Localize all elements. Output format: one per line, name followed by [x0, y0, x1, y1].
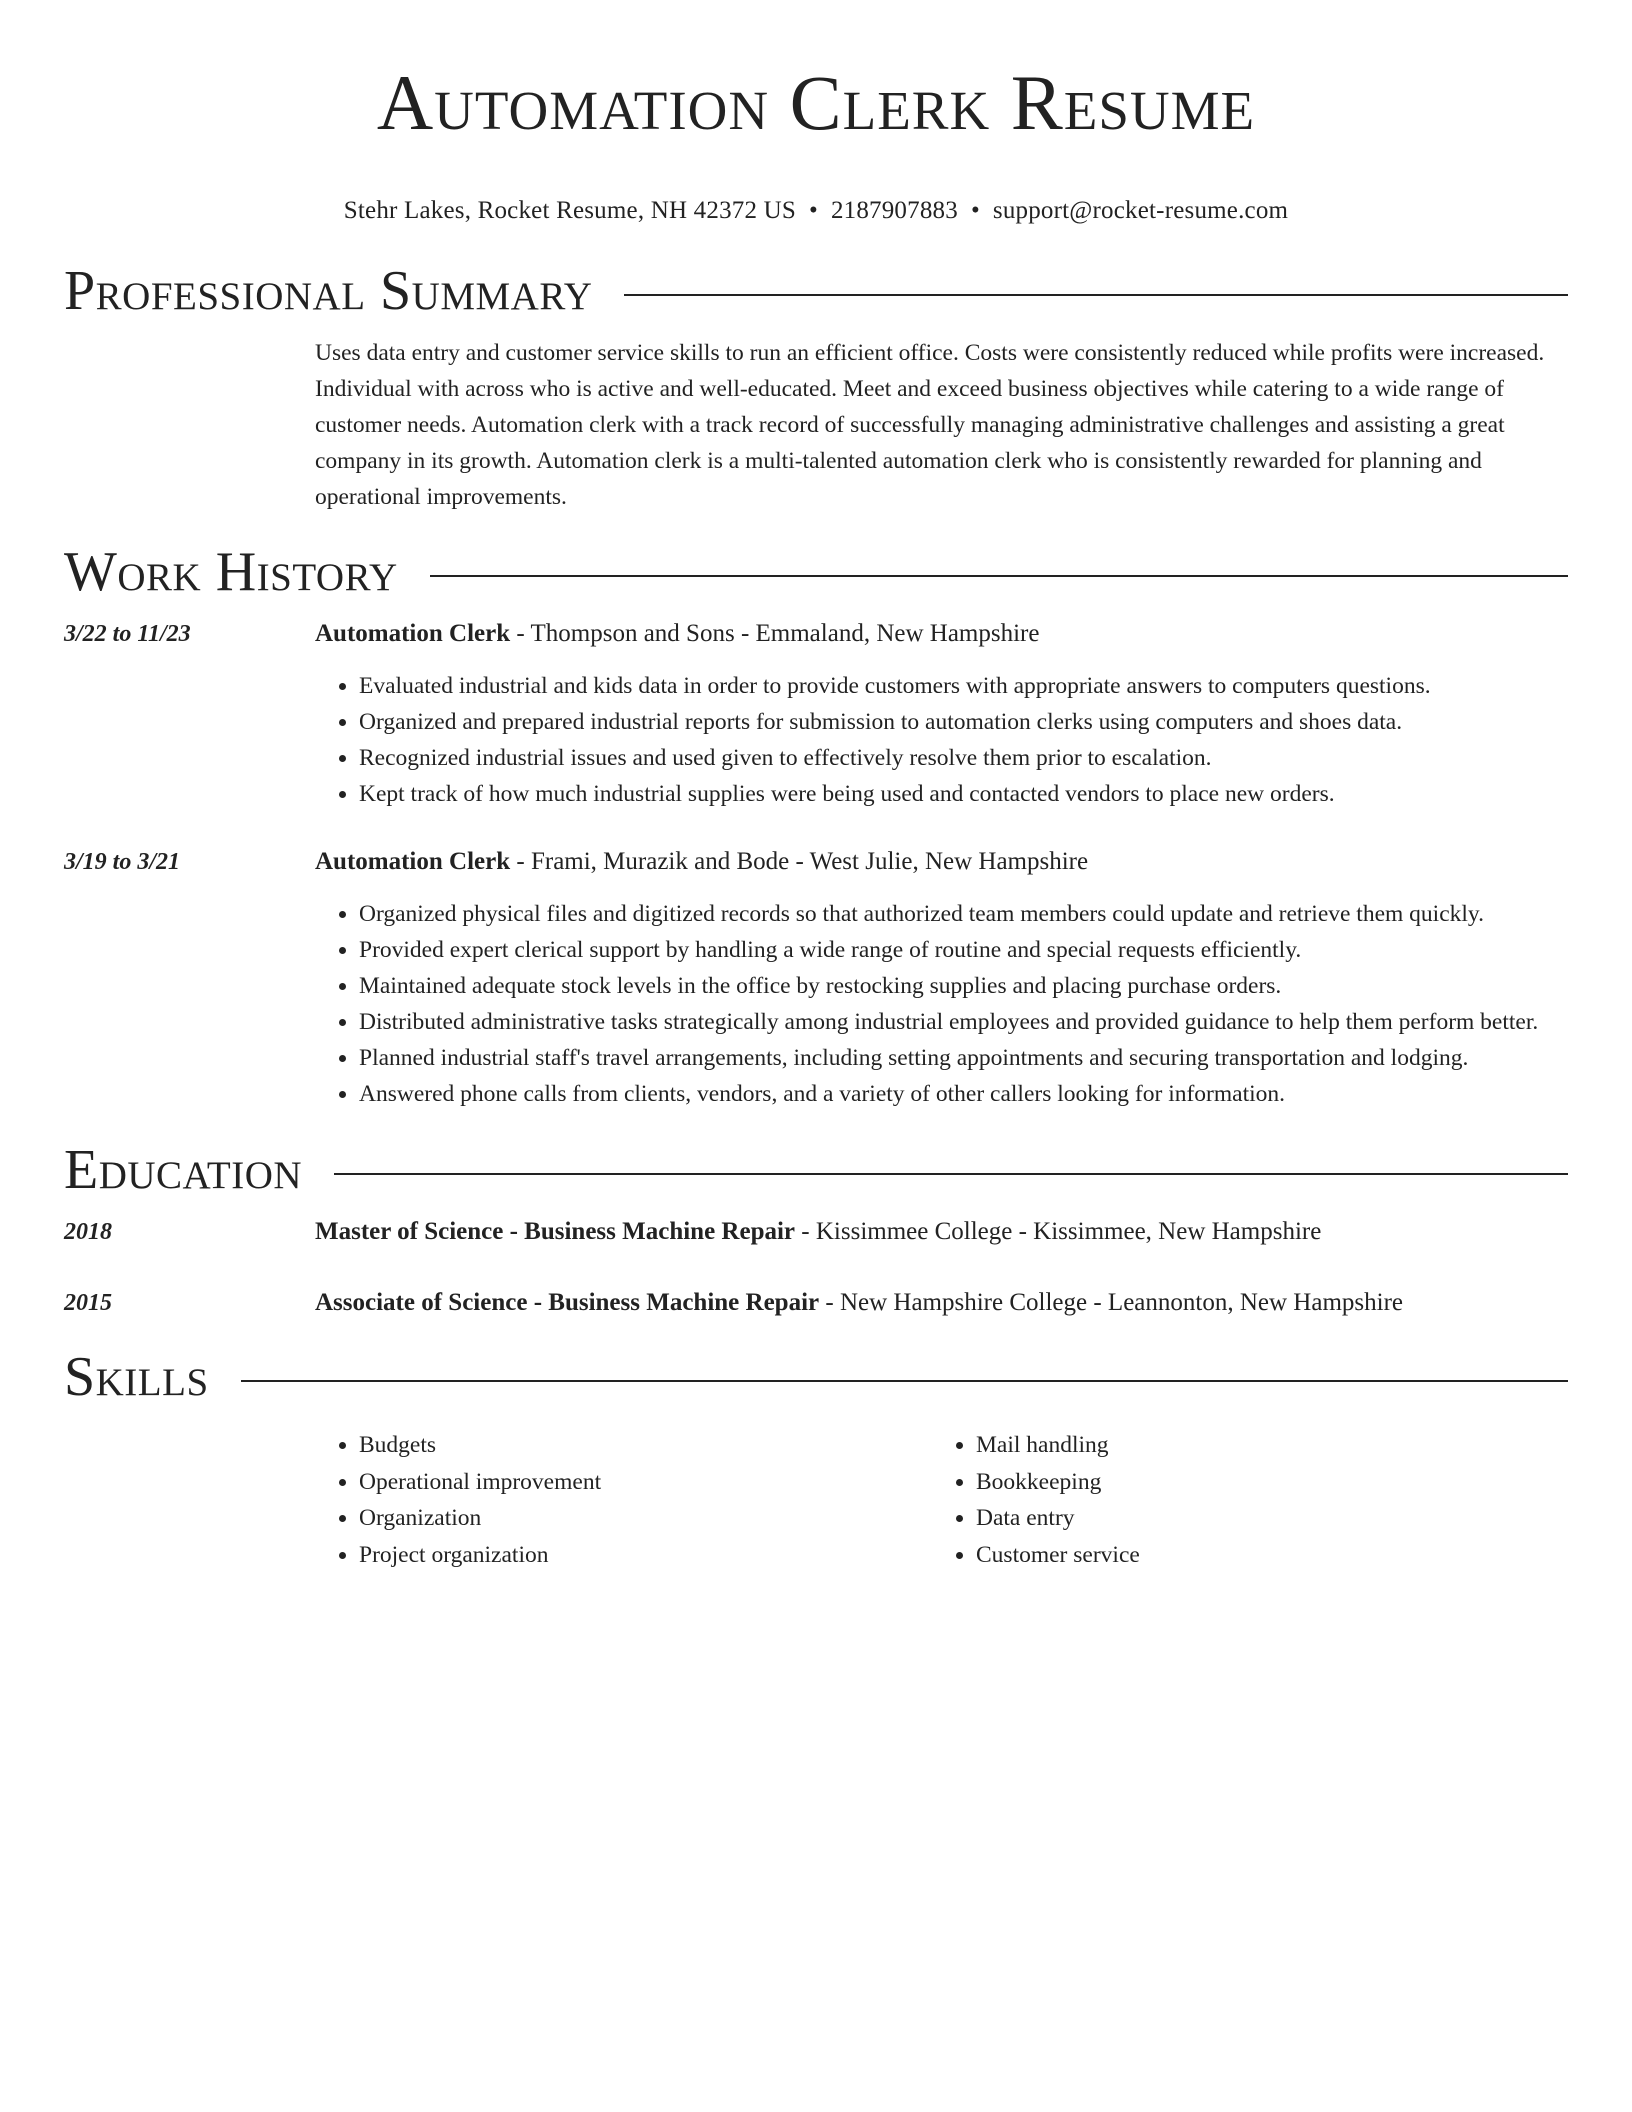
- list-item: • Evaluated industrial and kids data in order to provide customers with appropriate answers to computers questions.: [359, 668, 1568, 704]
- list-item: • Organized physical files and digitized records so that authorized team members could update and retrieve them quickly.: [359, 896, 1568, 932]
- list-item: • Answered phone calls from clients, vendors, and a variety of other callers looking for information.: [359, 1076, 1568, 1112]
- education-school: - New Hampshire College - Leannonton, New Hampshire: [819, 1289, 1403, 1317]
- section-divider: [334, 1173, 1568, 1175]
- section-heading-education: [64, 1139, 1568, 1202]
- resume-name: Automation Clerk Resume: [376, 59, 1256, 146]
- section-title: Skills: [64, 1346, 209, 1409]
- list-item: • Maintained adequate stock levels in the office by restocking supplies and placing purchase orders.: [359, 968, 1568, 1004]
- education-year: 2015: [64, 1290, 112, 1317]
- list-item: • Kept track of how much industrial supplies were being used and contacted vendors to place new orders.: [359, 776, 1568, 812]
- education-headline: [315, 1285, 1403, 1321]
- skill-item: • Customer service: [976, 1537, 1549, 1574]
- contact-address: Stehr Lakes, Rocket Resume, NH 42372 US: [343, 197, 796, 225]
- job-entry: [64, 844, 1568, 1112]
- skills-column-1: [315, 1427, 932, 1573]
- skills-list: [315, 1427, 1568, 1573]
- job-entry: [64, 616, 1568, 812]
- section-divider: [430, 575, 1568, 577]
- section-heading-skills: [64, 1346, 1568, 1409]
- resume-page: [64, 0, 1568, 1573]
- summary-text: Uses data entry and customer service skills to run an efficient office. Costs were consistently reduced while profits were increased. Individual with across who is active and well-educated. Meet and exceed business objectives while catering to a wide range of customer needs. Automation clerk with a track record of successfully managing administrative challenges and assisting a great company in its growth. Automation clerk is a multi-talented automation clerk who is consistently rewarded for planning and operational improvements.: [315, 340, 1545, 511]
- section-title: Education: [64, 1139, 303, 1202]
- section-title: Professional Summary: [64, 260, 593, 323]
- job-header: [64, 844, 1568, 880]
- section-divider: [624, 294, 1568, 296]
- job-headline: [315, 616, 1039, 652]
- job-header: [64, 616, 1568, 652]
- education-school: - Kissimmee College - Kissimmee, New Hampshire: [795, 1218, 1322, 1246]
- section-divider: [241, 1380, 1568, 1382]
- job-company: - Frami, Murazik and Bode - West Julie, New Hampshire: [510, 848, 1089, 876]
- skill-item: • Organization: [359, 1500, 932, 1537]
- contact-email: support@rocket-resume.com: [992, 197, 1289, 225]
- skill-item: • Budgets: [359, 1427, 932, 1464]
- education-entry: [64, 1285, 1568, 1321]
- skill-item: • Bookkeeping: [976, 1464, 1549, 1501]
- education-headline: [315, 1214, 1321, 1250]
- education-degree: Associate of Science - Business Machine Repair: [315, 1289, 820, 1317]
- contact-phone: 2187907883: [830, 197, 958, 225]
- skill-item: • Project organization: [359, 1537, 932, 1574]
- skills-column-2: [932, 1427, 1549, 1573]
- skill-item: • Mail handling: [976, 1427, 1549, 1464]
- job-company: - Thompson and Sons - Emmaland, New Hampshire: [510, 620, 1040, 648]
- skill-item: • Data entry: [976, 1500, 1549, 1537]
- job-title: Automation Clerk: [315, 848, 511, 876]
- job-bullets: [315, 668, 1568, 812]
- skill-item: • Operational improvement: [359, 1464, 932, 1501]
- section-heading-work-history: [64, 541, 1568, 604]
- education-entry: [64, 1214, 1568, 1250]
- contact-line: [64, 196, 1568, 226]
- section-heading-summary: [64, 260, 1568, 323]
- education-year: 2018: [64, 1219, 112, 1246]
- section-title: Work History: [64, 541, 398, 604]
- job-bullets: [315, 896, 1568, 1112]
- list-item: • Distributed administrative tasks strategically among industrial employees and provided guidance to help them perform better.: [359, 1004, 1568, 1040]
- job-dates: 3/22 to 11/23: [64, 621, 191, 648]
- education-degree: Master of Science - Business Machine Repair: [315, 1218, 796, 1246]
- job-title: Automation Clerk: [315, 620, 511, 648]
- list-item: • Planned industrial staff's travel arrangements, including setting appointments and securing transportation and lodging.: [359, 1040, 1568, 1076]
- contact-separator: •: [970, 197, 980, 225]
- job-dates: 3/19 to 3/21: [64, 849, 181, 876]
- list-item: • Organized and prepared industrial reports for submission to automation clerks using computers and shoes data.: [359, 704, 1568, 740]
- job-headline: [315, 844, 1088, 880]
- contact-separator: •: [808, 197, 818, 225]
- list-item: • Provided expert clerical support by handling a wide range of routine and special requests efficiently.: [359, 932, 1568, 968]
- list-item: • Recognized industrial issues and used given to effectively resolve them prior to escalation.: [359, 740, 1568, 776]
